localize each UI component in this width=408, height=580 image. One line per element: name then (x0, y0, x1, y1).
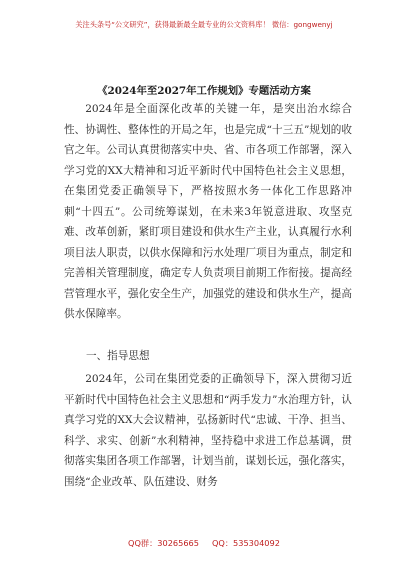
body-paragraph: 2024年，公司在集团党委的正确领导下，深入贯彻习近平新时代中国特色社会主义思想和“两手发力”水治理方针，认真学习党的XX大会议精神，弘扬新时代“忠诚、干净、担当、科学、求实、创新”水利精神，坚持稳中求进工作总基调，贯彻落实集团各项工作部署，计划当前，谋划长远，强化落实，围绕“企业改革、队伍建设、财务 (64, 373, 352, 488)
document-title: 《2024年至2027年工作规划》专题活动方案 (97, 85, 311, 97)
section-heading: 一、指导思想 (86, 350, 150, 362)
footer-contact: QQ群：30265665 QQ：535304092 (128, 538, 280, 548)
body-paragraph: 2024年是全面深化改革的关键一年，是突出治水综合性、协调性、整体性的开局之年，也是完成“十三五”规划的收官之年。公司认真贯彻落实中央、省、市各项工作部署，深入学习党的XX大精神和习近平新时代中国特色社会主义思想，在集团党委正确领导下，严格按照水务一体化工作思路冲刺“十四五”。公司统筹谋划，在未来3年锐意进取、攻坚克难、改革创新，紧盯项目建设和供水生产主业，认真履行水利项目法人职责，以供水保障和污水处理厂项目为重点，制定和完善相关管理制度，确定专人负责项目前期工作衔接。提高经营管理水平，强化安全生产，加强党的建设和供水生产，提高供水保障率。 (64, 103, 352, 320)
header-banner: 关注头条号“公文研究”，获得最新最全最专业的公文资料库！ 微信：gongwenyj (75, 20, 333, 29)
